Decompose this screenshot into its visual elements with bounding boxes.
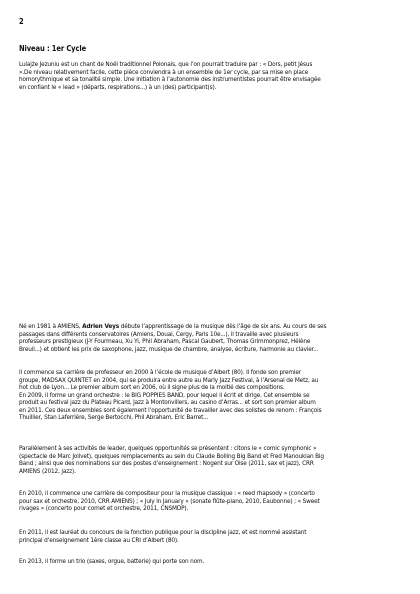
text-line: pour sax et orchestre, 2010, CRR AMIENS) ; « July in January » (sonate flûte-piano, 2010, Eaubonne) ; « Sweet [19,496,320,505]
bio-paragraph-4 [19,490,411,513]
level-heading: Niveau : 1er Cycle [19,44,87,53]
author-name: Adrien Veys [82,322,120,330]
text-line: professeurs prestigieux (J-Y Fourmeau, Xu Yi, Phil Abraham, Pascal Gaubert, Thomas Grimmonprez, Hélène [19,337,311,345]
bio-paragraph-5 [19,529,411,544]
text-line: En 2013, il forme un trio (saxes, orgue, batterie) qui porte son nom. [19,557,205,565]
text-line: groupe, MADSAX QUINTET en 2004, qui se produira entre autre au Marly Jazz Festival, à l’Arsenal de Metz, au [19,375,319,384]
text-line: En 2009, il forme un grand orchestre : le BIG POPPIES BAND, pour lequel il écrit et dirige. Cet ensemble se [19,390,310,399]
text-line: hot club de Lyon... Le premier album sort en 2006, où il signe plus de la moitié des compositions. [19,383,285,391]
text-line: Lulajże Jezuniu est un chant de Noël traditionnel Polonais, que l’on pourrait traduire par : « Dors, petit Jésus [19,60,313,68]
text-line: AMIENS (2012, jazz). [19,466,76,475]
text-line: Breuil...) et obtient les prix de saxophone, jazz, musique de chambre, analyse, écriture, harmonie au clavier... [19,344,319,353]
text-line: en 2011. Ces deux ensembles sont également l’opportunité de travailler avec des solistes de renom : François [19,405,322,414]
text-line: En 2010, il commence une carrière de compositeur pour la musique classique : « reed rhapsody » (concerto [19,489,315,497]
text-line: Band ; ainsi que des nominations sur des postes d’enseignement : Nogent sur Oise (2011, sax et jazz), CRR [19,459,314,467]
intro-paragraph [19,61,411,91]
bio-paragraph-3 [19,445,411,475]
text-line: en confiant le « lead » (départs, respirations...) à un (des) participant(s). [19,82,217,91]
text-fragment: débute l’apprentissage de la musique dès l’âge de six ans. Au cours de ses [119,322,327,330]
text-line: principal d’enseignement 1ère classe au CRI d’Albert (80). [19,535,179,544]
bio-paragraph-1 [19,323,411,353]
bio-paragraph-2 [19,369,411,422]
text-line: Parallèlement à ses activités de leader, quelques opportunités se présentent : citons le « comic symphonic » [19,444,317,452]
text-line: En 2011, il est lauréat du concours de la fonction publique pour la discipline jazz, et est nommé assistant [19,528,307,536]
bio-paragraph-6 [19,558,411,566]
text-line: (spectacle de Marc Jolivet), quelques remplacements au sein du Claude Bolling Big Band et Fred Manoukian Big [19,451,324,460]
text-line: Thuillier, Stan Laferrière, Serge Bertocchi, Phil Abraham, Eric Barret... [19,413,209,421]
text-line: ».De niveau relativement facile, cette pièce conviendra à un ensemble de 1er cycle, par sa mise en place [19,67,309,76]
text-line: passages dans différents conservatoires (Amiens, Douai, Cergy, Paris 10e...), il travaille avec plusieurs [19,329,299,338]
text-line: homorythmique et sa tonalité simple. Une initiation à l’autonomie des instrumentistes pourrait être envisagée [19,75,321,83]
text-fragment: Né en 1981 à AMIENS, [19,322,83,330]
text-line: rivages » (concerto pour cornet et orchestre, 2011, CNSMDP). [19,504,189,512]
text-line: Il commence sa carrière de professeur en 2000 à l’école de musique d’Albert (80). Il fonde son premier [19,368,301,376]
text-line: produit au festival jazz du Plateau Picard, Jazz à Montonvillers, au casino d’Arras... et sort son premier album [19,398,316,406]
page-number: 2 [19,17,24,26]
